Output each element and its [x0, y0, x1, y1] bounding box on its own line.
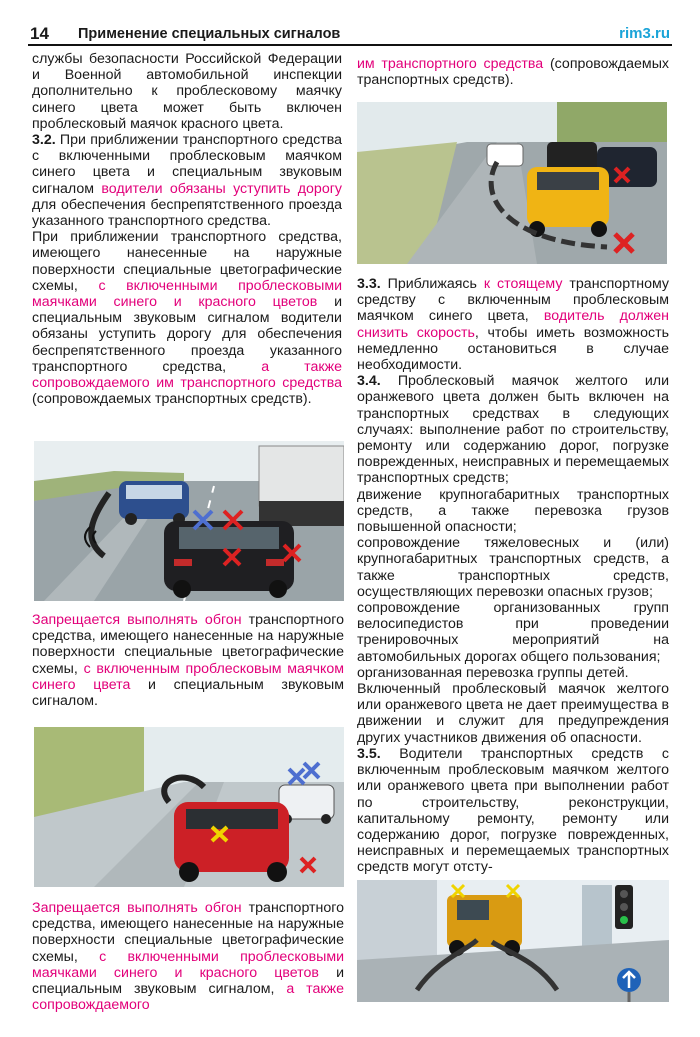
highlight: водители обязаны уступить дорогу — [101, 180, 342, 197]
intro-paragraph: службы безопасности Российской Федерации и Военной автомобильной инспекции дополнительно к проблесковому маячку синего цвета может быть включен проблесковый маячок красного цвета. — [32, 51, 342, 132]
header-rule — [28, 44, 672, 46]
section-3-2: 3.2. При приближении транспортного средства с включенными проблесковым маячком синего цвета и специальным звуковым сигналом водители обязаны уступить дорогу для обеспечения беспрепятственного проезда указанного транспортного средства. — [32, 132, 342, 230]
section-3-4: 3.4. Проблесковый маячок желтого или оранжевого цвета должен быть включен на транспортных средствах в следующих случаях: выполнение работ по строительству, ремонту или содержанию дорог, погрузке поврежденных, неисправных и перемещаемых транспортных средств; — [357, 373, 669, 487]
illustration-stopped-vehicle — [357, 102, 667, 264]
left-text-top — [32, 51, 342, 407]
list-item: организованная перевозка группы детей. — [357, 664, 629, 681]
page-number: 14 — [30, 24, 49, 43]
section-3-2-continued: При приближении транспортного средства, имеющего нанесенные на наружные поверхности специальные цветографические схемы, с включенными проблесковыми маячками синего и красного цветов и специальным звуковым сигналом водители обязаны уступить дорогу для обеспечения беспрепятственного проезда указанного транспортного средства, а также сопровождаемого им транспортного средства (сопровождаемых транспортных средств). — [32, 229, 343, 408]
highlight: а также сопровождаемого им транспортного средства — [32, 358, 342, 392]
section-3-4-note: Включенный проблесковый маячок желтого или оранжевого цвета не дает преимущества в движении и служит для предупреждения других участников движения об опасности. — [357, 681, 669, 746]
right-text-top: им транспортного средства (сопровождаемых транспортных средств). — [357, 56, 669, 89]
caption-1: Запрещается выполнять обгон транспортного средства, имеющего нанесенные на наружные поверхности специальные цветографические схемы, с включенным проблесковым маячком синего цвета и специальным звуковым сигналом. — [32, 612, 345, 710]
caption-2: Запрещается выполнять обгон транспортного средства, имеющего нанесенные на наружные поверхности специальные цветографические схемы, с включенными проблесковыми маячками синего и красного цветов и специальным звуковым сигналом, а также сопровождаемого — [32, 900, 344, 1014]
section-3-3: 3.3. Приближаясь к стоящему транспортному средству с включенным проблесковым маячком синего цвета, водитель должен снизить скорость, чтобы иметь возможность немедленно остановиться в случае необходимости. — [357, 276, 670, 374]
illustration-road-works-vehicle — [357, 880, 669, 1002]
page-title: Применение специальных сигналов — [78, 26, 341, 42]
page-header — [0, 0, 700, 46]
section-3-5: 3.5. Водители транспортных средств с включенным проблесковым маячком желтого или оранжевого цвета при выполнении работ по строительству, реконструкции, капитальному ремонту, ремонту или содержанию дорог, погрузке поврежденных, неисправных и перемещаемых транспортных средств могут отсту- — [357, 745, 669, 876]
list-item: сопровождение организованных групп велосипедистов при проведении тренировочных мероприятий на автомобильных дорогах общего пользования; — [357, 600, 669, 665]
right-text-main — [357, 276, 669, 876]
site-link[interactable]: rim3.ru — [619, 25, 670, 42]
illustration-overtake-ban-2 — [34, 727, 344, 887]
illustration-overtake-ban-1 — [34, 441, 344, 601]
list-item: сопровождение тяжеловесных и (или) крупногабаритных транспортных средств, а также транспортных средств, осуществляющих перевозки опасных грузов; — [357, 535, 669, 600]
list-item: движение крупногабаритных транспортных средств, а также перевозка грузов повышенной опасности; — [357, 486, 669, 536]
section-number: 3.2. — [32, 132, 56, 149]
highlight: с включенными проблесковыми маячками синего и красного цветов — [32, 277, 342, 311]
